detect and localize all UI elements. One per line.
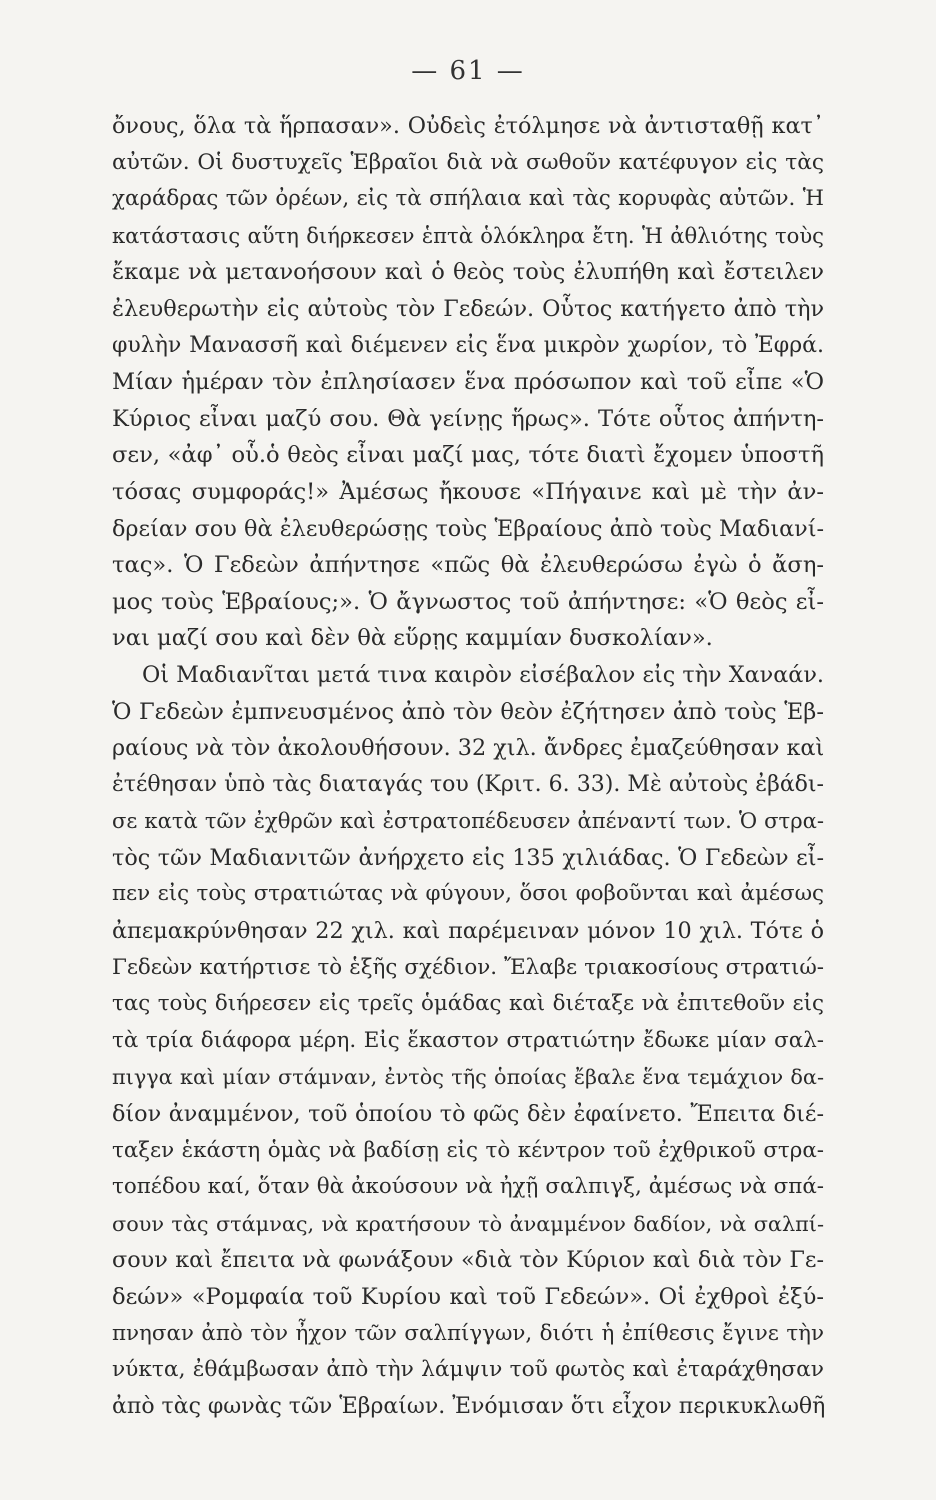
text-line: τὰ τρία διάφορα μέρη. Εἰς ἕκαστον στρατιώτην ἔδωκε μίαν σαλ- — [112, 1027, 824, 1053]
text-line: τοπέδου καί, ὅταν θὰ ἀκούσουν νὰ ἠχῇ σαλπιγξ, ἀμέσως νὰ σπά- — [112, 1174, 824, 1200]
text-line: μος τοὺς Ἑβραίους;». Ὁ ἄγνωστος τοῦ ἀπήντησε: «Ὁ θεὸς εἶ- — [112, 588, 824, 615]
text-line: ὄνους, ὅλα τὰ ἥρπασαν». Οὐδεὶς ἐτόλμησε νὰ ἀντισταθῇ κατ᾽ — [112, 113, 824, 139]
text-line: Γεδεὼν κατήρτισε τὸ ἑξῆς σχέδιον. Ἔλαβε τριακοσίους στρατιώ- — [112, 954, 824, 980]
text-line: ἀπὸ τὰς φωνὰς τῶν Ἑβραίων. Ἐνόμισαν ὅτι εἶχον περικυκλωθῆ — [112, 1393, 826, 1419]
text-line: χαράδρας τῶν ὀρέων, εἰς τὰ σπήλαια καὶ τὰς κορυφὰς αὐτῶν. Ἡ — [112, 186, 824, 212]
text-line: νύκτα, ἐθάμβωσαν ἀπὸ τὴν λάμψιν τοῦ φωτὸς καὶ ἐταράχθησαν — [112, 1357, 824, 1383]
body-text — [112, 108, 824, 1425]
text-line: πεν εἰς τοὺς στρατιώτας νὰ φύγουν, ὅσοι φοβοῦνται καὶ ἀμέσως — [112, 881, 824, 907]
text-line: πνησαν ἀπὸ τὸν ἦχον τῶν σαλπίγγων, διότι ἡ ἐπίθεσις ἔγινε τὴν — [112, 1320, 824, 1346]
text-line: δεών» «Ρομφαία τοῦ Κυρίου καὶ τοῦ Γεδεών». Οἱ ἐχθροὶ ἐξύ- — [112, 1284, 824, 1310]
text-line: ἀπεμακρύνθησαν 22 χιλ. καὶ παρέμειναν μόνον 10 χιλ. Τότε ὁ — [112, 918, 824, 945]
text-line: αὐτῶν. Οἱ δυστυχεῖς Ἑβραῖοι διὰ νὰ σωθοῦν κατέφυγον εἰς τὰς — [112, 149, 824, 175]
text-line: ἔκαμε νὰ μετανοήσουν καὶ ὁ θεὸς τοὺς ἐλυπήθη καὶ ἔστειλεν — [112, 259, 824, 286]
text-line: φυλὴν Μανασσῆ καὶ διέμενεν εἰς ἕνα μικρὸν χωρίον, τὸ Ἐφρά. — [112, 332, 824, 358]
text-line: ταξεν ἑκάστη ὁμὰς νὰ βαδίσῃ εἰς τὸ κέντρον τοῦ ἐχθρικοῦ στρα- — [112, 1137, 824, 1163]
text-line: κατάστασις αὕτη διήρκεσεν ἑπτὰ ὁλόκληρα ἔτη. Ἡ ἀθλιότης τοὺς — [112, 222, 824, 248]
text-line: ναι μαζί σου καὶ δὲν θὰ εὕρῃς καμμίαν δυσκολίαν». — [112, 625, 713, 652]
text-line: τὸς τῶν Μαδιανιτῶν ἀνήρχετο εἰς 135 χιλιάδας. Ὁ Γεδεὼν εἶ- — [112, 844, 824, 871]
text-line: σουν καὶ ἔπειτα νὰ φωνάξουν «διὰ τὸν Κύριον καὶ διὰ τὸν Γε- — [112, 1247, 824, 1274]
text-line: τας τοὺς διήρεσεν εἰς τρεῖς ὁμάδας καὶ διέταξε νὰ ἐπιτεθοῦν εἰς — [112, 991, 824, 1017]
text-line: Ὁ Γεδεὼν ἐμπνευσμένος ἀπὸ τὸν θεὸν ἐζήτησεν ἀπὸ τοὺς Ἑβ- — [112, 698, 824, 725]
text-line: δρείαν σου θὰ ἐλευθερώσῃς τοὺς Ἑβραίους ἀπὸ τοὺς Μαδιανί- — [112, 515, 824, 542]
page-number: — 61 — — [411, 56, 525, 86]
text-line: ραίους νὰ τὸν ἀκολουθήσουν. 32 χιλ. ἄνδρες ἐμαζεύθησαν καὶ — [112, 735, 825, 762]
text-line: τας». Ὁ Γεδεὼν ἀπήντησε «πῶς θὰ ἐλευθερώσω ἐγὼ ὁ ἄση- — [112, 552, 824, 579]
text-line: Μίαν ἡμέραν τὸν ἐπλησίασεν ἕνα πρόσωπον καὶ τοῦ εἶπε «Ὁ — [112, 369, 824, 396]
paragraph-first-line: Οἱ Μαδιανῖται μετά τινα καιρὸν εἰσέβαλον εἰς τὴν Χαναάν. — [142, 661, 824, 688]
text-line: ἐλευθερωτὴν εἰς αὐτοὺς τὸν Γεδεών. Οὗτος κατήγετο ἀπὸ τὴν — [112, 295, 824, 322]
text-line: σε κατὰ τῶν ἐχθρῶν καὶ ἐστρατοπέδευσεν ἀπέναντί των. Ὁ στρα- — [112, 808, 824, 834]
text-line: τόσας συμφοράς!» Ἀμέσως ἤκουσε «Πήγαινε καὶ μὲ τὴν ἀν- — [112, 478, 824, 505]
text-line: σουν τὰς στάμνας, νὰ κρατήσουν τὸ ἀναμμένον δαδίον, νὰ σαλπί- — [112, 1211, 824, 1236]
text-line: ἐτέθησαν ὑπὸ τὰς διαταγάς του (Κριτ. 6. 33). Μὲ αὐτοὺς ἐβάδι- — [112, 771, 824, 797]
text-line: πιγγα καὶ μίαν στάμναν, ἐντὸς τῆς ὁποίας ἔβαλε ἕνα τεμάχιον δα- — [112, 1065, 824, 1090]
text-line: Κύριος εἶναι μαζύ σου. Θὰ γείνῃς ἥρως». Τότε οὗτος ἀπήντη- — [112, 405, 824, 432]
text-line: σεν, «ἀφ᾽ οὗ.ὁ θεὸς εἶναι μαζί μας, τότε διατὶ ἔχομεν ὑποστῆ — [112, 442, 824, 469]
text-line: δίον ἀναμμένον, τοῦ ὁποίου τὸ φῶς δὲν ἐφαίνετο. Ἔπειτα διέ- — [112, 1101, 824, 1128]
